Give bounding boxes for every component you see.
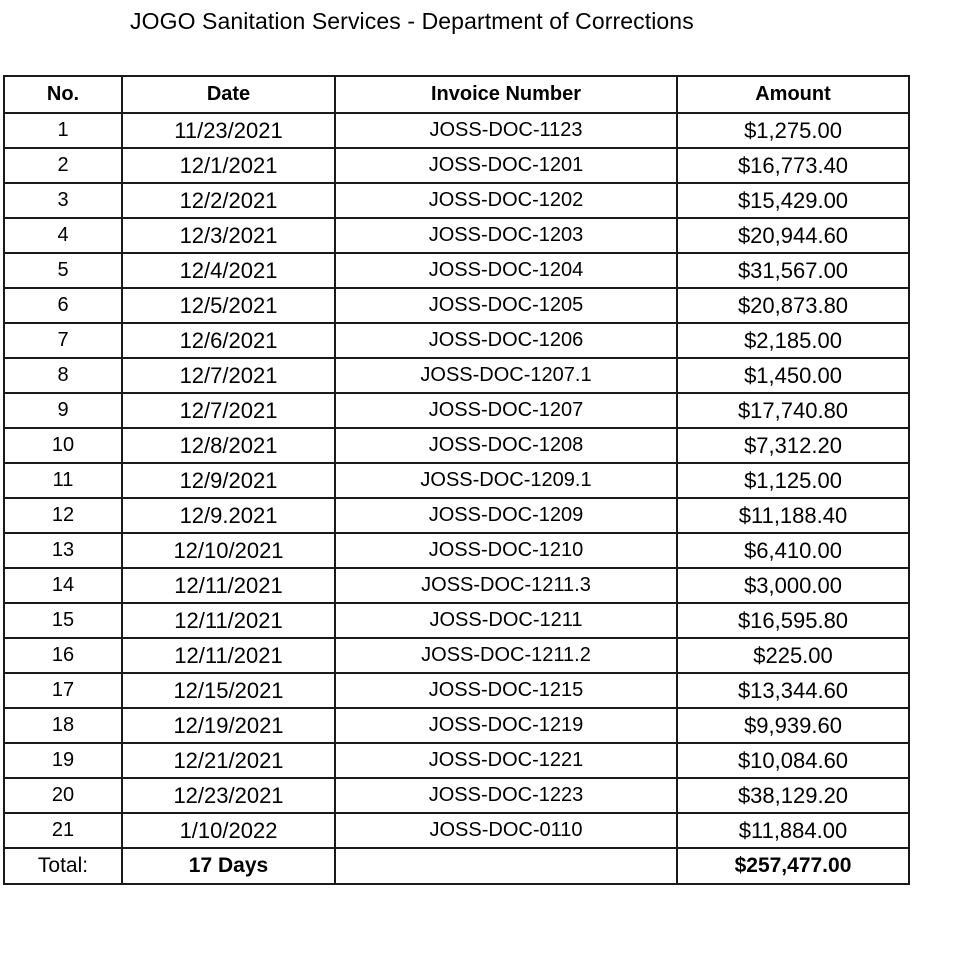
date-cell: 12/19/2021 bbox=[122, 708, 335, 743]
amount-cell: $9,939.60 bbox=[677, 708, 909, 743]
amount-cell: $38,129.20 bbox=[677, 778, 909, 813]
table-row bbox=[4, 113, 909, 148]
row-number-cell: 17 bbox=[4, 673, 122, 708]
amount-cell: $3,000.00 bbox=[677, 568, 909, 603]
invoice-number-cell: JOSS-DOC-1207 bbox=[335, 393, 677, 428]
date-cell: 12/3/2021 bbox=[122, 218, 335, 253]
row-number-cell: 3 bbox=[4, 183, 122, 218]
amount-cell: $225.00 bbox=[677, 638, 909, 673]
table-row bbox=[4, 253, 909, 288]
amount-cell: $2,185.00 bbox=[677, 323, 909, 358]
amount-cell: $20,944.60 bbox=[677, 218, 909, 253]
table-row bbox=[4, 323, 909, 358]
header-date: Date bbox=[122, 76, 335, 113]
date-cell: 12/23/2021 bbox=[122, 778, 335, 813]
table-row bbox=[4, 778, 909, 813]
total-days: 17 Days bbox=[122, 848, 335, 884]
invoice-number-cell: JOSS-DOC-1211 bbox=[335, 603, 677, 638]
amount-cell: $13,344.60 bbox=[677, 673, 909, 708]
date-cell: 12/9/2021 bbox=[122, 463, 335, 498]
table-row bbox=[4, 358, 909, 393]
amount-cell: $1,125.00 bbox=[677, 463, 909, 498]
total-invoice-cell bbox=[335, 848, 677, 884]
row-number-cell: 16 bbox=[4, 638, 122, 673]
date-cell: 1/10/2022 bbox=[122, 813, 335, 848]
date-cell: 12/10/2021 bbox=[122, 533, 335, 568]
table-row bbox=[4, 638, 909, 673]
table-row bbox=[4, 183, 909, 218]
table-row bbox=[4, 743, 909, 778]
invoice-number-cell: JOSS-DOC-1223 bbox=[335, 778, 677, 813]
amount-cell: $17,740.80 bbox=[677, 393, 909, 428]
amount-cell: $31,567.00 bbox=[677, 253, 909, 288]
table-row bbox=[4, 498, 909, 533]
amount-cell: $7,312.20 bbox=[677, 428, 909, 463]
header-no: No. bbox=[4, 76, 122, 113]
table-row bbox=[4, 148, 909, 183]
amount-cell: $10,084.60 bbox=[677, 743, 909, 778]
invoice-number-cell: JOSS-DOC-1207.1 bbox=[335, 358, 677, 393]
table-row bbox=[4, 673, 909, 708]
row-number-cell: 18 bbox=[4, 708, 122, 743]
date-cell: 12/11/2021 bbox=[122, 638, 335, 673]
invoice-number-cell: JOSS-DOC-1203 bbox=[335, 218, 677, 253]
total-label: Total: bbox=[4, 848, 122, 884]
amount-cell: $15,429.00 bbox=[677, 183, 909, 218]
amount-cell: $1,450.00 bbox=[677, 358, 909, 393]
date-cell: 12/4/2021 bbox=[122, 253, 335, 288]
date-cell: 11/23/2021 bbox=[122, 113, 335, 148]
amount-cell: $6,410.00 bbox=[677, 533, 909, 568]
document-title: JOGO Sanitation Services - Department of Corrections bbox=[130, 8, 694, 34]
row-number-cell: 5 bbox=[4, 253, 122, 288]
table-row bbox=[4, 708, 909, 743]
row-number-cell: 8 bbox=[4, 358, 122, 393]
table-row bbox=[4, 813, 909, 848]
amount-cell: $16,773.40 bbox=[677, 148, 909, 183]
header-amount: Amount bbox=[677, 76, 909, 113]
table-body bbox=[4, 113, 909, 848]
row-number-cell: 20 bbox=[4, 778, 122, 813]
row-number-cell: 6 bbox=[4, 288, 122, 323]
invoice-number-cell: JOSS-DOC-1215 bbox=[335, 673, 677, 708]
amount-cell: $1,275.00 bbox=[677, 113, 909, 148]
date-cell: 12/7/2021 bbox=[122, 393, 335, 428]
row-number-cell: 1 bbox=[4, 113, 122, 148]
amount-cell: $11,884.00 bbox=[677, 813, 909, 848]
invoice-number-cell: JOSS-DOC-0110 bbox=[335, 813, 677, 848]
invoice-number-cell: JOSS-DOC-1219 bbox=[335, 708, 677, 743]
row-number-cell: 9 bbox=[4, 393, 122, 428]
table-row bbox=[4, 463, 909, 498]
row-number-cell: 11 bbox=[4, 463, 122, 498]
table-header-row bbox=[4, 76, 909, 113]
date-cell: 12/9.2021 bbox=[122, 498, 335, 533]
row-number-cell: 2 bbox=[4, 148, 122, 183]
invoice-table bbox=[3, 75, 910, 885]
table-row bbox=[4, 428, 909, 463]
invoice-number-cell: JOSS-DOC-1210 bbox=[335, 533, 677, 568]
date-cell: 12/21/2021 bbox=[122, 743, 335, 778]
date-cell: 12/6/2021 bbox=[122, 323, 335, 358]
invoice-number-cell: JOSS-DOC-1205 bbox=[335, 288, 677, 323]
amount-cell: $11,188.40 bbox=[677, 498, 909, 533]
invoice-number-cell: JOSS-DOC-1201 bbox=[335, 148, 677, 183]
row-number-cell: 12 bbox=[4, 498, 122, 533]
row-number-cell: 4 bbox=[4, 218, 122, 253]
table-row bbox=[4, 603, 909, 638]
total-row bbox=[4, 848, 909, 884]
amount-cell: $20,873.80 bbox=[677, 288, 909, 323]
invoice-number-cell: JOSS-DOC-1123 bbox=[335, 113, 677, 148]
invoice-number-cell: JOSS-DOC-1204 bbox=[335, 253, 677, 288]
table-row bbox=[4, 393, 909, 428]
row-number-cell: 15 bbox=[4, 603, 122, 638]
row-number-cell: 13 bbox=[4, 533, 122, 568]
invoice-number-cell: JOSS-DOC-1211.2 bbox=[335, 638, 677, 673]
date-cell: 12/1/2021 bbox=[122, 148, 335, 183]
invoice-number-cell: JOSS-DOC-1221 bbox=[335, 743, 677, 778]
row-number-cell: 19 bbox=[4, 743, 122, 778]
date-cell: 12/8/2021 bbox=[122, 428, 335, 463]
header-invoice-number: Invoice Number bbox=[335, 76, 677, 113]
invoice-number-cell: JOSS-DOC-1209 bbox=[335, 498, 677, 533]
date-cell: 12/11/2021 bbox=[122, 603, 335, 638]
row-number-cell: 14 bbox=[4, 568, 122, 603]
table-row bbox=[4, 288, 909, 323]
invoice-number-cell: JOSS-DOC-1209.1 bbox=[335, 463, 677, 498]
date-cell: 12/7/2021 bbox=[122, 358, 335, 393]
row-number-cell: 7 bbox=[4, 323, 122, 358]
table-row bbox=[4, 533, 909, 568]
amount-cell: $16,595.80 bbox=[677, 603, 909, 638]
invoice-number-cell: JOSS-DOC-1206 bbox=[335, 323, 677, 358]
row-number-cell: 21 bbox=[4, 813, 122, 848]
row-number-cell: 10 bbox=[4, 428, 122, 463]
table-row bbox=[4, 218, 909, 253]
invoice-number-cell: JOSS-DOC-1208 bbox=[335, 428, 677, 463]
table-row bbox=[4, 568, 909, 603]
invoice-number-cell: JOSS-DOC-1211.3 bbox=[335, 568, 677, 603]
date-cell: 12/15/2021 bbox=[122, 673, 335, 708]
invoice-number-cell: JOSS-DOC-1202 bbox=[335, 183, 677, 218]
total-amount: $257,477.00 bbox=[677, 848, 909, 884]
date-cell: 12/5/2021 bbox=[122, 288, 335, 323]
date-cell: 12/2/2021 bbox=[122, 183, 335, 218]
date-cell: 12/11/2021 bbox=[122, 568, 335, 603]
